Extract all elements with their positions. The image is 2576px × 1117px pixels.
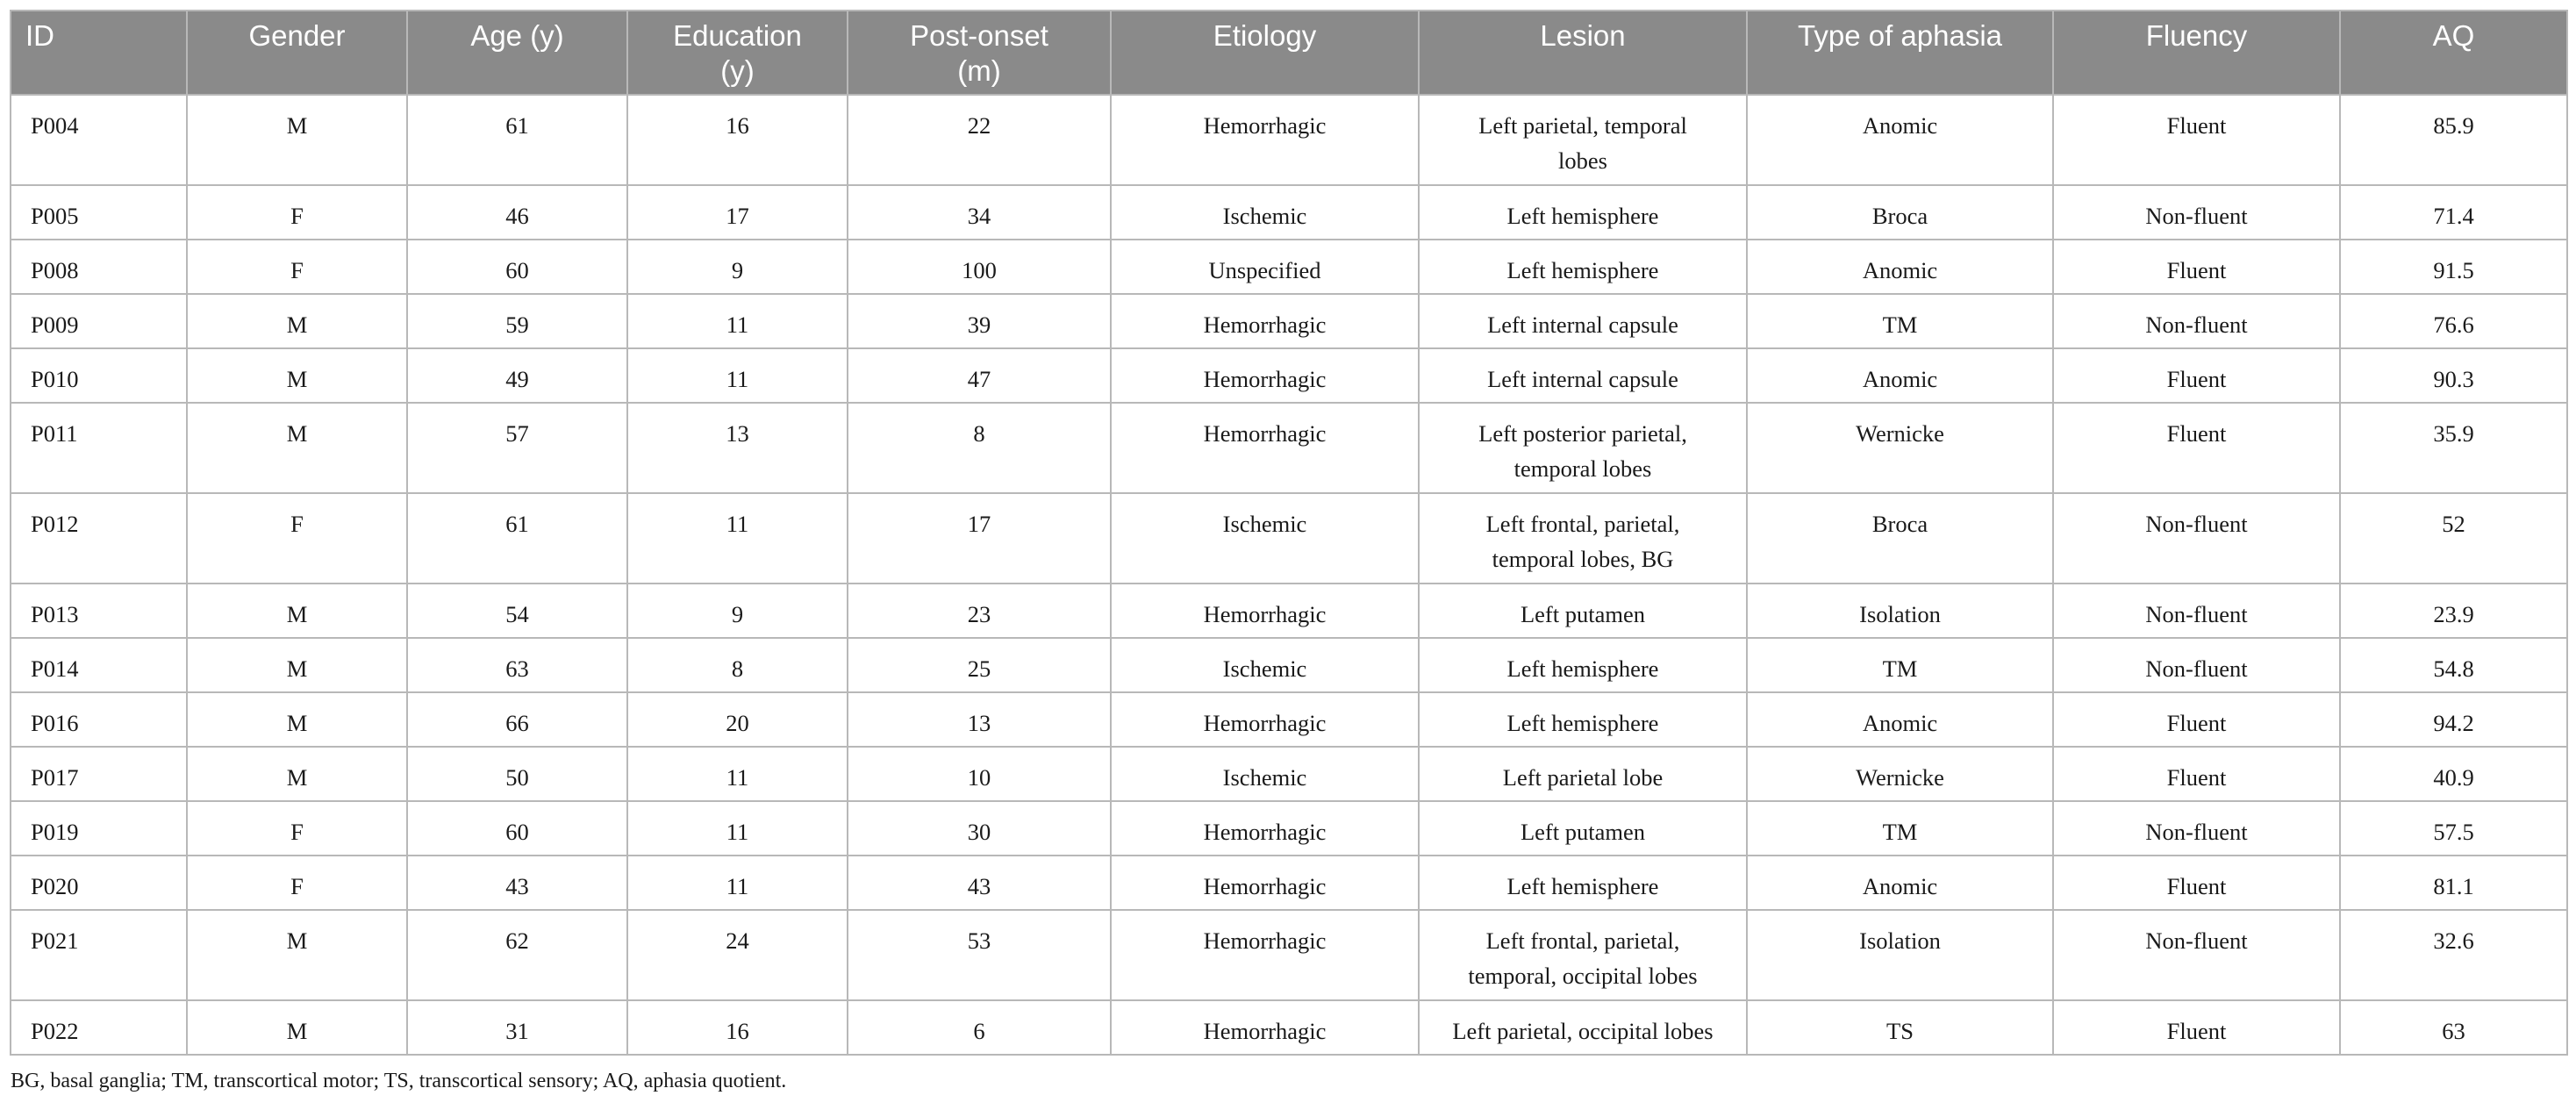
cell-gender: M bbox=[187, 584, 407, 638]
cell-lesion: Left hemisphere bbox=[1419, 240, 1747, 294]
cell-etiology: Ischemic bbox=[1111, 493, 1419, 584]
cell-fluency: Fluent bbox=[2053, 856, 2340, 910]
table-row bbox=[11, 348, 2567, 403]
cell-lesion: Left hemisphere bbox=[1419, 185, 1747, 240]
cell-aq: 81.1 bbox=[2340, 856, 2567, 910]
cell-gender: F bbox=[187, 801, 407, 856]
cell-id: P013 bbox=[11, 584, 187, 638]
cell-post-onset: 22 bbox=[848, 95, 1111, 185]
table-container bbox=[10, 10, 2566, 1093]
header-post-onset: Post-onset (m) bbox=[848, 11, 1111, 95]
cell-post-onset: 25 bbox=[848, 638, 1111, 692]
table-row bbox=[11, 856, 2567, 910]
cell-type-of-aphasia: Isolation bbox=[1747, 584, 2053, 638]
cell-fluency: Fluent bbox=[2053, 240, 2340, 294]
cell-education: 8 bbox=[627, 638, 848, 692]
cell-gender: F bbox=[187, 240, 407, 294]
cell-etiology: Hemorrhagic bbox=[1111, 801, 1419, 856]
table-row bbox=[11, 493, 2567, 584]
header-etiology: Etiology bbox=[1111, 11, 1419, 95]
cell-etiology: Hemorrhagic bbox=[1111, 403, 1419, 493]
table-row bbox=[11, 638, 2567, 692]
cell-fluency: Fluent bbox=[2053, 747, 2340, 801]
cell-gender: M bbox=[187, 747, 407, 801]
cell-post-onset: 30 bbox=[848, 801, 1111, 856]
cell-education: 13 bbox=[627, 403, 848, 493]
cell-aq: 85.9 bbox=[2340, 95, 2567, 185]
cell-post-onset: 8 bbox=[848, 403, 1111, 493]
cell-aq: 63 bbox=[2340, 1000, 2567, 1055]
cell-age: 59 bbox=[407, 294, 627, 348]
cell-etiology: Ischemic bbox=[1111, 747, 1419, 801]
cell-aq: 40.9 bbox=[2340, 747, 2567, 801]
cell-age: 61 bbox=[407, 493, 627, 584]
header-education: Education (y) bbox=[627, 11, 848, 95]
cell-fluency: Fluent bbox=[2053, 1000, 2340, 1055]
cell-education: 16 bbox=[627, 1000, 848, 1055]
cell-aq: 91.5 bbox=[2340, 240, 2567, 294]
table-row bbox=[11, 403, 2567, 493]
cell-lesion: Left parietal lobe bbox=[1419, 747, 1747, 801]
cell-education: 17 bbox=[627, 185, 848, 240]
header-type-of-aphasia: Type of aphasia bbox=[1747, 11, 2053, 95]
cell-education: 11 bbox=[627, 856, 848, 910]
table-row bbox=[11, 294, 2567, 348]
cell-lesion: Left hemisphere bbox=[1419, 692, 1747, 747]
cell-type-of-aphasia: Wernicke bbox=[1747, 747, 2053, 801]
cell-fluency: Fluent bbox=[2053, 95, 2340, 185]
cell-lesion: Left frontal, parietal, temporal, occipital lobes bbox=[1419, 910, 1747, 1000]
cell-lesion: Left putamen bbox=[1419, 584, 1747, 638]
header-id: ID bbox=[11, 11, 187, 95]
cell-id: P012 bbox=[11, 493, 187, 584]
cell-type-of-aphasia: TS bbox=[1747, 1000, 2053, 1055]
cell-post-onset: 34 bbox=[848, 185, 1111, 240]
cell-id: P005 bbox=[11, 185, 187, 240]
cell-etiology: Ischemic bbox=[1111, 185, 1419, 240]
cell-type-of-aphasia: TM bbox=[1747, 638, 2053, 692]
table-row bbox=[11, 801, 2567, 856]
cell-post-onset: 39 bbox=[848, 294, 1111, 348]
cell-aq: 52 bbox=[2340, 493, 2567, 584]
cell-gender: M bbox=[187, 294, 407, 348]
cell-id: P011 bbox=[11, 403, 187, 493]
cell-age: 57 bbox=[407, 403, 627, 493]
cell-fluency: Fluent bbox=[2053, 692, 2340, 747]
cell-lesion: Left posterior parietal, temporal lobes bbox=[1419, 403, 1747, 493]
cell-age: 49 bbox=[407, 348, 627, 403]
cell-lesion: Left internal capsule bbox=[1419, 294, 1747, 348]
cell-gender: M bbox=[187, 638, 407, 692]
cell-age: 50 bbox=[407, 747, 627, 801]
cell-id: P010 bbox=[11, 348, 187, 403]
cell-lesion: Left hemisphere bbox=[1419, 856, 1747, 910]
cell-post-onset: 10 bbox=[848, 747, 1111, 801]
table-body bbox=[11, 95, 2567, 1055]
cell-type-of-aphasia: Anomic bbox=[1747, 856, 2053, 910]
cell-id: P004 bbox=[11, 95, 187, 185]
cell-age: 46 bbox=[407, 185, 627, 240]
cell-id: P019 bbox=[11, 801, 187, 856]
cell-aq: 90.3 bbox=[2340, 348, 2567, 403]
cell-education: 16 bbox=[627, 95, 848, 185]
cell-etiology: Hemorrhagic bbox=[1111, 910, 1419, 1000]
cell-age: 63 bbox=[407, 638, 627, 692]
cell-type-of-aphasia: TM bbox=[1747, 801, 2053, 856]
table-row bbox=[11, 1000, 2567, 1055]
cell-gender: F bbox=[187, 493, 407, 584]
header-age: Age (y) bbox=[407, 11, 627, 95]
cell-post-onset: 100 bbox=[848, 240, 1111, 294]
table-row bbox=[11, 240, 2567, 294]
cell-lesion: Left parietal, occipital lobes bbox=[1419, 1000, 1747, 1055]
cell-gender: M bbox=[187, 1000, 407, 1055]
cell-etiology: Hemorrhagic bbox=[1111, 856, 1419, 910]
cell-lesion: Left hemisphere bbox=[1419, 638, 1747, 692]
cell-id: P021 bbox=[11, 910, 187, 1000]
cell-fluency: Non-fluent bbox=[2053, 294, 2340, 348]
cell-gender: M bbox=[187, 348, 407, 403]
cell-education: 11 bbox=[627, 801, 848, 856]
cell-age: 61 bbox=[407, 95, 627, 185]
cell-type-of-aphasia: Isolation bbox=[1747, 910, 2053, 1000]
cell-fluency: Non-fluent bbox=[2053, 493, 2340, 584]
cell-age: 62 bbox=[407, 910, 627, 1000]
cell-gender: M bbox=[187, 910, 407, 1000]
header-aq: AQ bbox=[2340, 11, 2567, 95]
cell-age: 60 bbox=[407, 801, 627, 856]
cell-aq: 32.6 bbox=[2340, 910, 2567, 1000]
cell-education: 24 bbox=[627, 910, 848, 1000]
cell-education: 11 bbox=[627, 348, 848, 403]
cell-gender: M bbox=[187, 95, 407, 185]
cell-gender: M bbox=[187, 403, 407, 493]
cell-fluency: Non-fluent bbox=[2053, 584, 2340, 638]
header-gender: Gender bbox=[187, 11, 407, 95]
cell-type-of-aphasia: Anomic bbox=[1747, 240, 2053, 294]
cell-lesion: Left putamen bbox=[1419, 801, 1747, 856]
table-header-row bbox=[11, 11, 2567, 95]
cell-aq: 35.9 bbox=[2340, 403, 2567, 493]
cell-post-onset: 53 bbox=[848, 910, 1111, 1000]
table-footnote: BG, basal ganglia; TM, transcortical motor; TS, transcortical sensory; AQ, aphasia quotient. bbox=[11, 1070, 787, 1092]
table-row bbox=[11, 584, 2567, 638]
cell-fluency: Fluent bbox=[2053, 403, 2340, 493]
cell-aq: 23.9 bbox=[2340, 584, 2567, 638]
table-row bbox=[11, 185, 2567, 240]
cell-id: P022 bbox=[11, 1000, 187, 1055]
cell-post-onset: 6 bbox=[848, 1000, 1111, 1055]
cell-etiology: Hemorrhagic bbox=[1111, 348, 1419, 403]
cell-post-onset: 13 bbox=[848, 692, 1111, 747]
cell-fluency: Non-fluent bbox=[2053, 185, 2340, 240]
cell-post-onset: 47 bbox=[848, 348, 1111, 403]
cell-id: P017 bbox=[11, 747, 187, 801]
cell-post-onset: 17 bbox=[848, 493, 1111, 584]
cell-post-onset: 43 bbox=[848, 856, 1111, 910]
cell-aq: 94.2 bbox=[2340, 692, 2567, 747]
cell-age: 43 bbox=[407, 856, 627, 910]
cell-fluency: Non-fluent bbox=[2053, 910, 2340, 1000]
cell-education: 11 bbox=[627, 747, 848, 801]
cell-age: 54 bbox=[407, 584, 627, 638]
table-row bbox=[11, 95, 2567, 185]
cell-type-of-aphasia: Anomic bbox=[1747, 692, 2053, 747]
table-row bbox=[11, 910, 2567, 1000]
cell-id: P009 bbox=[11, 294, 187, 348]
cell-lesion: Left parietal, temporal lobes bbox=[1419, 95, 1747, 185]
cell-etiology: Hemorrhagic bbox=[1111, 294, 1419, 348]
cell-gender: F bbox=[187, 185, 407, 240]
cell-etiology: Ischemic bbox=[1111, 638, 1419, 692]
cell-lesion: Left frontal, parietal, temporal lobes, BG bbox=[1419, 493, 1747, 584]
cell-gender: M bbox=[187, 692, 407, 747]
cell-education: 11 bbox=[627, 493, 848, 584]
header-fluency: Fluency bbox=[2053, 11, 2340, 95]
cell-fluency: Non-fluent bbox=[2053, 638, 2340, 692]
cell-age: 60 bbox=[407, 240, 627, 294]
table-row bbox=[11, 747, 2567, 801]
header-lesion: Lesion bbox=[1419, 11, 1747, 95]
cell-etiology: Unspecified bbox=[1111, 240, 1419, 294]
cell-age: 31 bbox=[407, 1000, 627, 1055]
participants-table bbox=[10, 10, 2568, 1056]
cell-type-of-aphasia: Anomic bbox=[1747, 348, 2053, 403]
cell-post-onset: 23 bbox=[848, 584, 1111, 638]
cell-type-of-aphasia: Wernicke bbox=[1747, 403, 2053, 493]
cell-fluency: Fluent bbox=[2053, 348, 2340, 403]
cell-aq: 57.5 bbox=[2340, 801, 2567, 856]
cell-etiology: Hemorrhagic bbox=[1111, 584, 1419, 638]
cell-education: 9 bbox=[627, 584, 848, 638]
cell-education: 9 bbox=[627, 240, 848, 294]
cell-id: P020 bbox=[11, 856, 187, 910]
cell-education: 20 bbox=[627, 692, 848, 747]
cell-aq: 54.8 bbox=[2340, 638, 2567, 692]
cell-type-of-aphasia: Anomic bbox=[1747, 95, 2053, 185]
cell-id: P014 bbox=[11, 638, 187, 692]
cell-fluency: Non-fluent bbox=[2053, 801, 2340, 856]
cell-aq: 76.6 bbox=[2340, 294, 2567, 348]
cell-aq: 71.4 bbox=[2340, 185, 2567, 240]
cell-type-of-aphasia: Broca bbox=[1747, 493, 2053, 584]
cell-id: P016 bbox=[11, 692, 187, 747]
cell-gender: F bbox=[187, 856, 407, 910]
cell-lesion: Left internal capsule bbox=[1419, 348, 1747, 403]
cell-etiology: Hemorrhagic bbox=[1111, 1000, 1419, 1055]
cell-type-of-aphasia: TM bbox=[1747, 294, 2053, 348]
cell-etiology: Hemorrhagic bbox=[1111, 692, 1419, 747]
table-row bbox=[11, 692, 2567, 747]
cell-type-of-aphasia: Broca bbox=[1747, 185, 2053, 240]
cell-etiology: Hemorrhagic bbox=[1111, 95, 1419, 185]
cell-id: P008 bbox=[11, 240, 187, 294]
cell-age: 66 bbox=[407, 692, 627, 747]
cell-education: 11 bbox=[627, 294, 848, 348]
